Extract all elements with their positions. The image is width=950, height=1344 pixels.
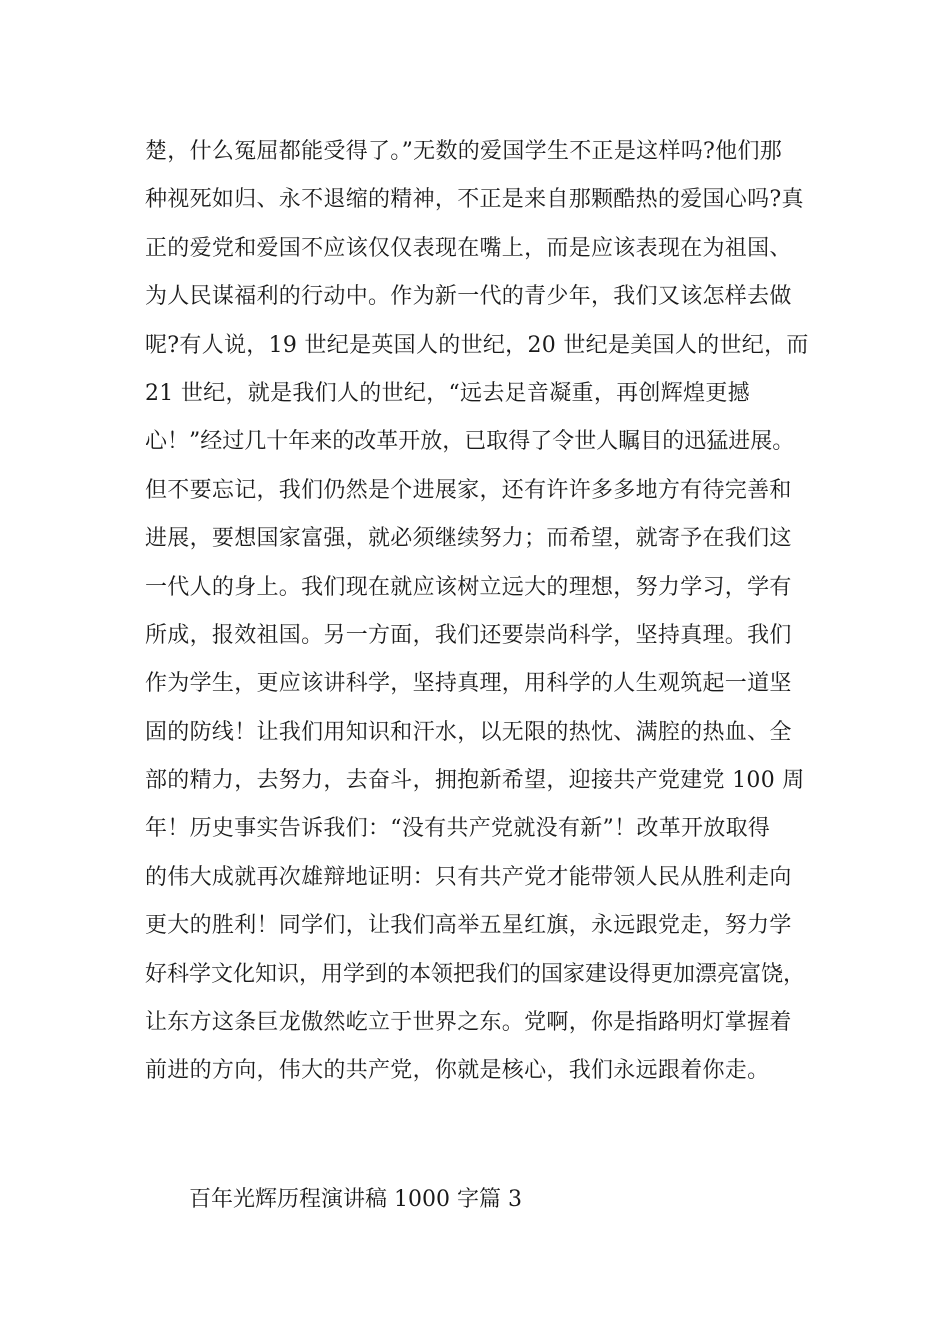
paragraph-line: 年！历史事实告诉我们：“没有共产党就没有新”！改革开放取得 xyxy=(145,816,771,842)
paragraph-line: 呢?有人说，19 世纪是英国人的世纪，20 世纪是美国人的世纪，而 xyxy=(145,332,809,358)
speech-paragraph xyxy=(145,128,835,1096)
paragraph-line: 更大的胜利！同学们，让我们高举五星红旗，永远跟党走，努力学 xyxy=(145,913,792,939)
paragraph-line: 但不要忘记，我们仍然是个进展家，还有许许多多地方有待完善和 xyxy=(145,477,792,503)
paragraph-line: 一代人的身上。我们现在就应该树立远大的理想，努力学习，学有 xyxy=(145,574,792,600)
paragraph-line: 种视死如归、永不退缩的精神，不正是来自那颗酷热的爱国心吗?真 xyxy=(145,187,804,213)
paragraph-line: 好科学文化知识，用学到的本领把我们的国家建设得更加漂亮富饶， xyxy=(145,961,806,987)
paragraph-line: 让东方这条巨龙傲然屹立于世界之东。党啊，你是指路明灯掌握着 xyxy=(145,1010,792,1036)
paragraph-line: 进展，要想国家富强，就必须继续努力；而希望，就寄予在我们这 xyxy=(145,526,792,552)
paragraph-line: 固的防线！让我们用知识和汗水，以无限的热忱、满腔的热血、全 xyxy=(145,719,792,745)
paragraph-line: 部的精力，去努力，去奋斗，拥抱新希望，迎接共产党建党 100 周 xyxy=(145,768,805,794)
paragraph-line: 21 世纪，就是我们人的世纪，“远去足音凝重，再创辉煌更撼 xyxy=(145,380,750,406)
paragraph-line: 所成，报效祖国。另一方面，我们还要崇尚科学，坚持真理。我们 xyxy=(145,622,792,648)
paragraph-line: 心！”经过几十年来的改革开放，已取得了令世人瞩目的迅猛进展。 xyxy=(145,429,795,455)
paragraph-line: 正的爱党和爱国不应该仅仅表现在嘴上，而是应该表现在为祖国、 xyxy=(145,235,792,261)
paragraph-line: 作为学生，更应该讲科学，坚持真理，用科学的人生观筑起一道坚 xyxy=(145,671,792,697)
paragraph-line: 楚，什么冤屈都能受得了。”无数的爱国学生不正是这样吗?他们那 xyxy=(145,139,783,164)
paragraph-line: 的伟大成就再次雄辩地证明：只有共产党才能带领人民从胜利走向 xyxy=(145,864,792,890)
paragraph-line: 为人民谋福利的行动中。作为新一代的青少年，我们又该怎样去做 xyxy=(145,284,792,310)
paragraph-line: 前进的方向，伟大的共产党，你就是核心，我们永远跟着你走。 xyxy=(145,1058,770,1084)
section-heading: 百年光辉历程演讲稿 1000 字篇 3 xyxy=(189,1187,522,1212)
